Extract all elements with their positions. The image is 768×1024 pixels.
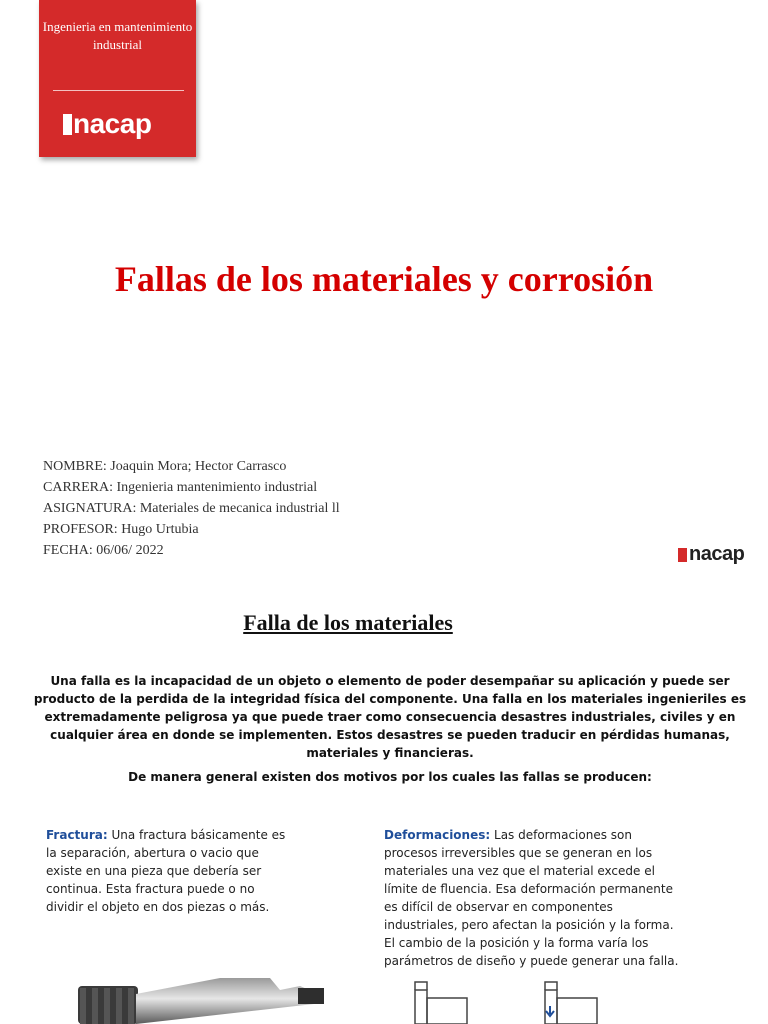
inacap-logo-small [678,543,744,565]
fractured-gear-shaft-image [70,964,330,1024]
logo-text: nacap [689,543,745,565]
logo-text: nacap [73,108,152,139]
intro-paragraph: Una falla es la incapacidad de un objeto o elemento de poder desempañar su aplicación y puede ser producto de la perdida de la integridad física del componente. Una falla en los materiales ingenieriles es extremadamente peligrosa ya que puede traer como consecuencia desastres industriales, civiles y en cualquier área en donde se implementen. Estos desastres se pueden traducir en pérdidas humanas, materiales y financieras. [33,674,747,760]
logo-mark-icon [63,114,72,135]
deformaciones-text: Las deformaciones son procesos irreversibles que se generan en los materiales una vez que el material excede el límite de fluencia. Esa deformación permanente es difícil de observar en componentes industriales, pero afectan la posición y la forma. El cambio de la posición y la forma varía los parámetros de diseño y puede generar una falla. [384,828,679,968]
logo-mark-icon [678,548,687,562]
document-title: Fallas de los materiales y corrosión [114,259,654,299]
deformaciones-term: Deformaciones: [384,828,491,842]
fractura-text: Una fractura básicamente es la separación, abertura o vacio que existe en una pieza que debería ser continua. Esta fractura puede o no dividir el objeto en dos piezas o más. [46,828,286,914]
info-carrera: CARRERA: Ingenieria mantenimiento industrial [43,480,318,495]
deformaciones-paragraph [384,826,688,970]
inacap-logo [63,110,151,138]
info-fecha: FECHA: 06/06/ 2022 [43,543,164,558]
career-label: Ingenieria en mantenimiento industrial [42,19,193,52]
info-nombre: NOMBRE: Joaquin Mora; Hector Carrasco [43,459,287,474]
deformation-diagram-image [405,960,635,1024]
motivos-paragraph: De manera general existen dos motivos por los cuales las fallas se producen: [128,770,652,784]
student-info [43,456,340,561]
section-title: Falla de los materiales [243,610,453,635]
info-asignatura: ASIGNATURA: Materiales de mecanica industrial ll [43,501,340,516]
fractura-term: Fractura: [46,828,108,842]
info-profesor: PROFESOR: Hugo Urtubia [43,522,199,537]
header-divider [53,90,184,91]
header-brand-block [39,0,196,157]
fractura-paragraph [46,826,286,916]
